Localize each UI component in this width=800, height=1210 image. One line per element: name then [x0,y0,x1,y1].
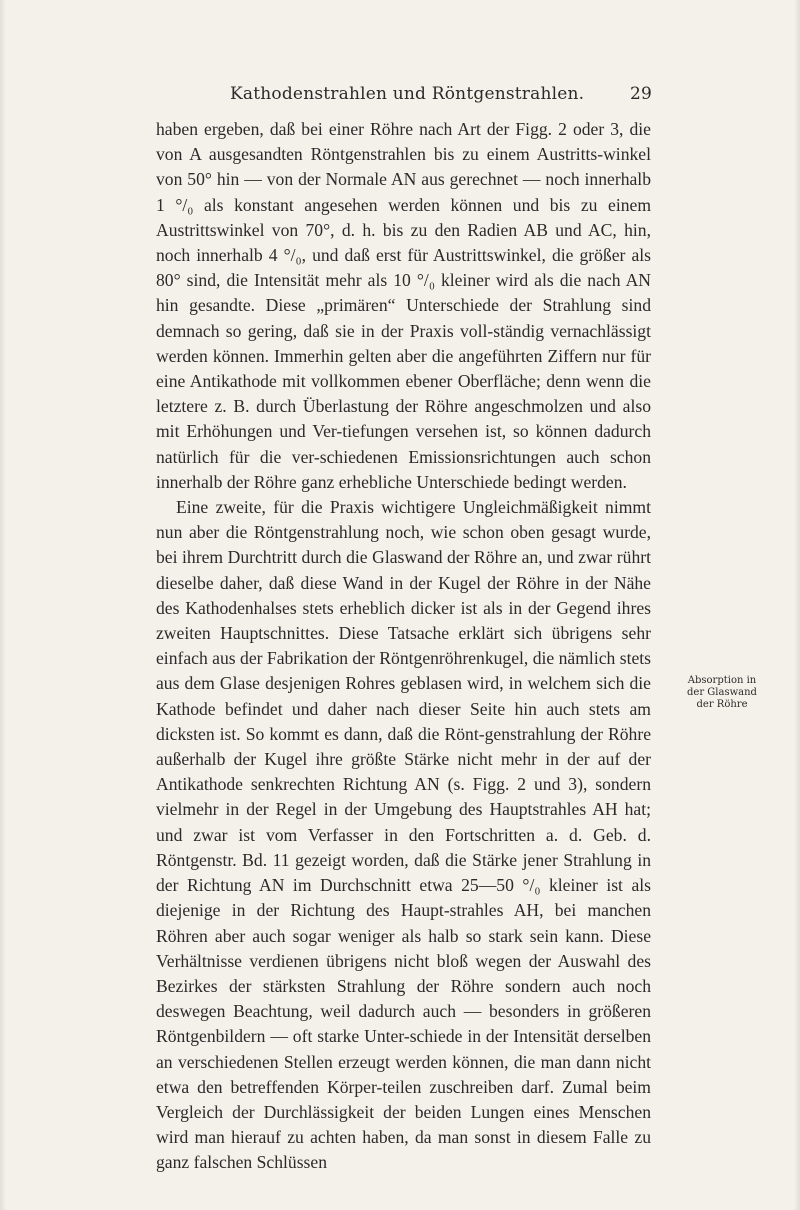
page-number: 29 [629,84,652,104]
margin-note-line: Absorption in [687,675,757,686]
margin-note-line: der Röhre [696,699,748,710]
paragraph-2: Eine zweite, für die Praxis wichtigere Ungleichmäßigkeit nimmt nun aber die Röntgenstrahlung noch, wie schon oben gesagt wurde, bei ihrem Durchtritt durch die Glaswand der Röhre an, und zwar rührt dieselbe daher, daß diese Wand in der Kugel der Röhre in der Nähe des Kathodenhalses stets erheblich dicker ist als in der Gegend ihres zweiten Hauptschnittes. Diese Tatsache erklärt sich übrigens sehr einfach aus der Fabrikation der Röntgenröhrenkugel, die nämlich stets aus dem Glase desjenigen Rohres geblasen wird, in welchem sich die Kathode befindet und daher nach dieser Seite hin auch stets am dicksten ist. So kommt es dann, daß die Rönt-genstrahlung der Röhre außerhalb der Kugel ihre größte Stärke nicht mehr in der auf der Antikathode senkrechten Richtung AN (s. Figg. 2 und 3), sondern vielmehr in der Regel in der Umgebung des Hauptstrahles AH hat; und zwar ist vom Verfasser in den Fortschritten a. d. Geb. d. Röntgenstr. Bd. 11 gezeigt worden, daß die Stärke jener Strahlung in der Richtung AN im Durchschnitt etwa 25—50 °/₀ kleiner ist als diejenige in der Richtung des Haupt-strahles AH, bei manchen Röhren aber auch sogar weniger als halb so stark sein kann. Diese Verhältnisse verdienen übrigens nicht bloß wegen der Auswahl des Bezirkes der stärksten Strahlung der Röhre sondern auch noch deswegen Beachtung, weil dadurch auch — besonders in größeren Röntgenbildern — oft starke Unter-schiede in der Intensität derselben an verschiedenen Stellen erzeugt werden können, die man dann nicht etwa den betreffenden Körper-teilen zuschreiben darf. Zumal beim Vergleich der Durchlässigkeit der beiden Lungen eines Menschen wird man hierauf zu achten haben, da man sonst in diesem Falle zu ganz falschen Schlüssen [156,497,651,1173]
running-title: Kathodenstrahlen und Röntgenstrahlen. [230,84,585,104]
page-edge-left [0,0,6,1210]
page-edge-right [794,0,800,1210]
margin-note [662,675,782,711]
paragraph-1: haben ergeben, daß bei einer Röhre nach Art der Figg. 2 oder 3, die von A ausgesandten Röntgenstrahlen bis zu einem Austritts-winkel von 50° hin — von der Normale AN aus gerechnet — noch innerhalb 1 °/₀ als konstant angesehen werden können und bis zu einem Austrittswinkel von 70°, d. h. bis zu den Radien AB und AC, hin, noch innerhalb 4 °/₀, und daß erst für Austrittswinkel, die größer als 80° sind, die Intensität mehr als 10 °/₀ kleiner wird als die nach AN hin gesandte. Diese „primären“ Unterschiede der Strahlung sind demnach so gering, daß sie in der Praxis voll-ständig vernachlässigt werden können. Immerhin gelten aber die angeführten Ziffern nur für eine Antikathode mit vollkommen ebener Oberfläche; denn wenn die letztere z. B. durch Überlastung der Röhre angeschmolzen und also mit Erhöhungen und Ver-tiefungen versehen ist, so können dadurch natürlich für die ver-schiedenen Emissionsrichtungen auch schon innerhalb der Röhre ganz erhebliche Unterschiede bedingt werden. [156,119,651,492]
margin-note-line: der Glaswand [687,687,757,698]
body-text [156,117,651,1176]
